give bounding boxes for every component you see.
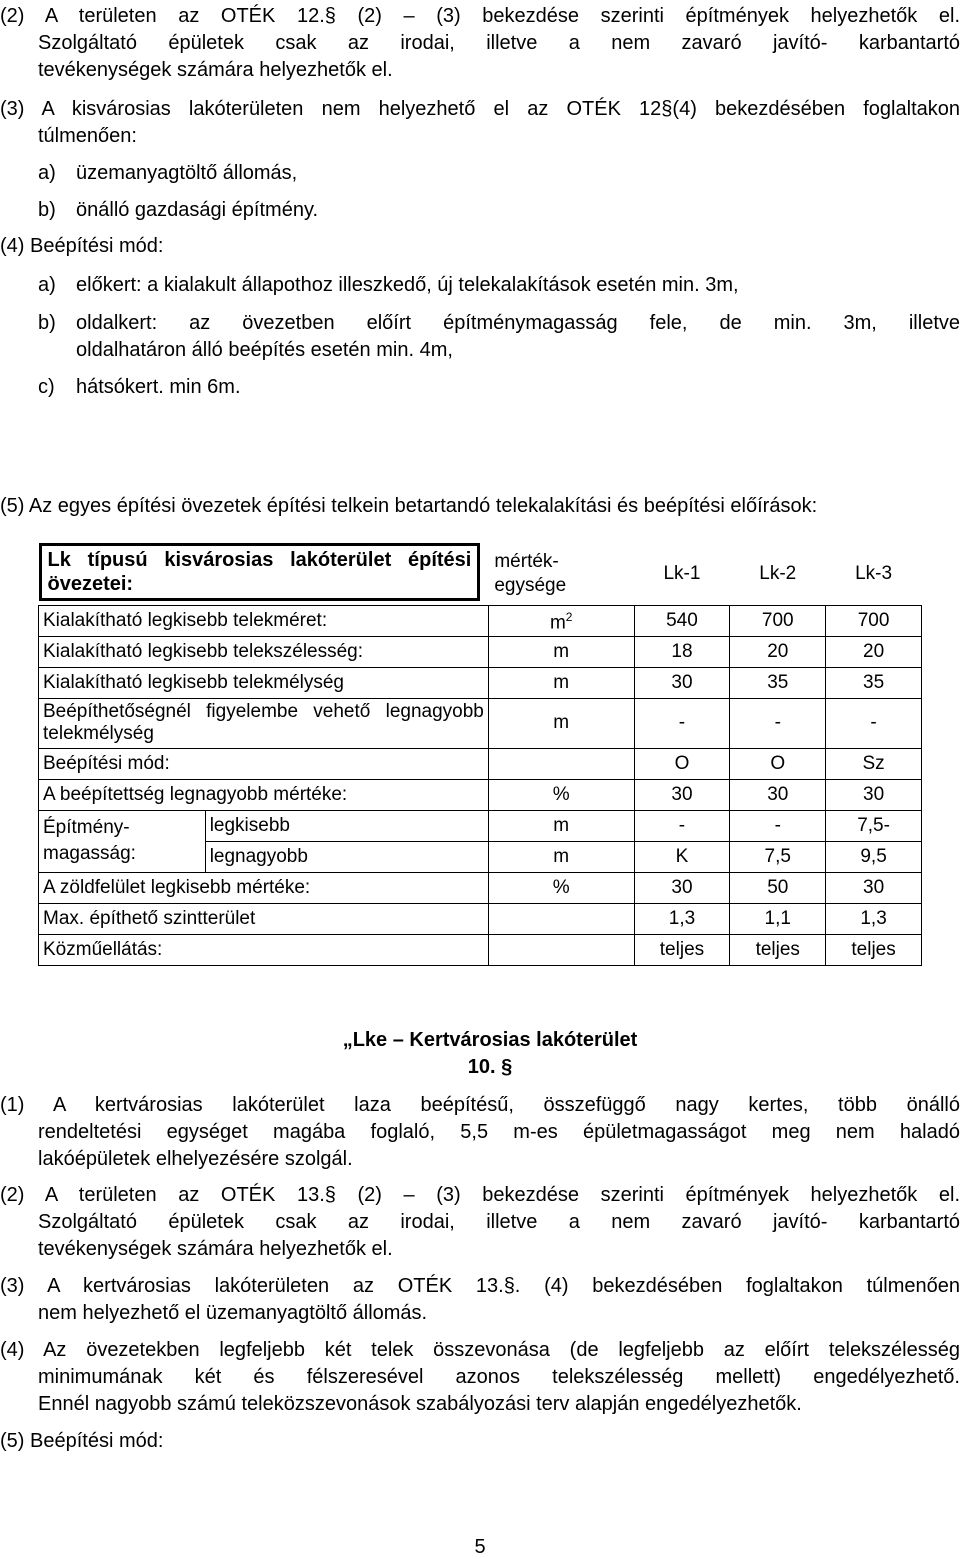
row-value: - (730, 810, 826, 841)
table-row (39, 605, 922, 636)
row-unit (488, 903, 634, 934)
row-label: Kialakítható legkisebb telekmélység (39, 667, 489, 698)
header-col-lk3: Lk-3 (855, 562, 893, 584)
row-value: teljes (826, 934, 922, 965)
row-value: Sz (826, 748, 922, 779)
para-3-line-1: (3) A kisvárosias lakóterületen nem helyezhető el az OTÉK 12§(4) bekezdésében foglaltakon (0, 98, 960, 120)
lke-heading: „Lke – Kertvárosias lakóterület (342, 1029, 638, 1051)
zoning-table (38, 543, 922, 966)
item-text: hátsókert. min 6m. (76, 376, 241, 398)
row-value: 30 (730, 779, 826, 810)
para-4-item-a (38, 273, 739, 297)
item-label: b) (38, 199, 56, 221)
row-value: O (730, 748, 826, 779)
header-col-lk2: Lk-2 (759, 562, 797, 584)
row-label: legkisebb (205, 810, 488, 841)
lke-para-4-line-1: (4) Az övezetekben legfeljebb két telek összevonása (de legfeljebb az előírt telekszélesség (0, 1339, 960, 1361)
row-value: O (634, 748, 730, 779)
row-unit: % (488, 872, 634, 903)
page-number: 5 (474, 1536, 486, 1558)
para-4-item-b-line-2: oldalhatáron álló beépítés esetén min. 4m, (76, 339, 453, 361)
lke-para-4-line-2: minimumának két és félszeresével azonos telekszélesség mellett) engedélyezhető. (38, 1366, 960, 1388)
item-text: előkert: a kialakult állapothoz illeszkedő, új telekalakítások esetén min. 3m, (76, 274, 739, 296)
row-value: teljes (634, 934, 730, 965)
table-row (39, 903, 922, 934)
row-value: 35 (826, 667, 922, 698)
row-value: 18 (634, 636, 730, 667)
table-row (39, 667, 922, 698)
row-value: - (826, 698, 922, 748)
header-title: Lk típusú kisvárosias lakóterület építési övezetei: (39, 543, 481, 601)
row-label: Kialakítható legkisebb telekméret: (39, 605, 489, 636)
row-value: 50 (730, 872, 826, 903)
para-2-line-1: (2) A területen az OTÉK 12.§ (2) – (3) bekezdése szerinti építmények helyezhetők el. (0, 5, 960, 27)
row-value: 30 (826, 872, 922, 903)
row-value: 1,3 (634, 903, 730, 934)
row-label: A zöldfelület legkisebb mértéke: (39, 872, 489, 903)
row-value: 30 (634, 779, 730, 810)
row-value: - (634, 698, 730, 748)
row-value: 30 (634, 667, 730, 698)
row-value: 700 (826, 605, 922, 636)
row-label: Közműellátás: (39, 934, 489, 965)
row-label: Beépíthetőségnél figyelembe vehető legnagyobb telekmélység (39, 698, 489, 748)
table-row (39, 872, 922, 903)
unit-text: m (549, 612, 566, 634)
row-value: 1,1 (730, 903, 826, 934)
para-2-line-2: Szolgáltató épületek csak az irodai, illetve a nem zavaró javító- karbantartó (38, 32, 960, 54)
para-3-item-a (38, 161, 297, 185)
row-value: 30 (826, 779, 922, 810)
lke-para-2-line-2: Szolgáltató épületek csak az irodai, illetve a nem zavaró javító- karbantartó (38, 1211, 960, 1233)
row-value: - (634, 810, 730, 841)
lke-para-2-line-1: (2) A területen az OTÉK 13.§ (2) – (3) bekezdése szerinti építmények helyezhetők el. (0, 1184, 960, 1206)
row-unit: m (488, 667, 634, 698)
item-label: a) (38, 274, 56, 296)
row-value: - (730, 698, 826, 748)
row-label: legnagyobb (205, 841, 488, 872)
para-3-line-2: túlmenően: (38, 125, 137, 147)
item-text: üzemanyagtöltő állomás, (76, 162, 298, 184)
row-unit: m (488, 636, 634, 667)
row-value: 20 (730, 636, 826, 667)
lke-section-number: 10. § (467, 1056, 513, 1078)
row-value: 7,5- (826, 810, 922, 841)
row-unit (488, 605, 634, 636)
row-value: 30 (634, 872, 730, 903)
table-header-row (39, 543, 922, 605)
para-5-heading: (5) Az egyes építési övezetek építési telkein betartandó telekalakítási és beépítési előírások: (0, 495, 818, 517)
row-unit: m (488, 698, 634, 748)
row-value: 35 (730, 667, 826, 698)
unit-sup: 2 (565, 610, 573, 625)
row-unit (488, 748, 634, 779)
row-value: 1,3 (826, 903, 922, 934)
lke-para-3-line-1: (3) A kertvárosias lakóterületen az OTÉK 13.§. (4) bekezdésében foglaltakon túlmenően (0, 1275, 960, 1297)
row-label: Beépítési mód: (39, 748, 489, 779)
header-title-cell (39, 543, 489, 605)
para-2-line-3: tevékenységek számára helyezhetők el. (38, 59, 393, 81)
row-value: teljes (730, 934, 826, 965)
row-label: Max. építhető szintterület (39, 903, 489, 934)
para-4-heading: (4) Beépítési mód: (0, 235, 164, 257)
row-unit: % (488, 779, 634, 810)
row-value: 700 (730, 605, 826, 636)
lke-para-3-line-2: nem helyezhető el üzemanyagtöltő állomás. (38, 1302, 428, 1324)
row-value: 540 (634, 605, 730, 636)
row-unit (488, 934, 634, 965)
row-label: Kialakítható legkisebb telekszélesség: (39, 636, 489, 667)
table-row (39, 698, 922, 748)
para-4-item-c (38, 375, 241, 399)
lke-para-1-line-3: lakóépületek elhelyezésére szolgál. (38, 1148, 353, 1170)
table-row (39, 748, 922, 779)
item-label: c) (38, 376, 55, 398)
row-unit: m (488, 841, 634, 872)
row-label: A beépítettség legnagyobb mértéke: (39, 779, 489, 810)
table-row (39, 934, 922, 965)
item-text: önálló gazdasági építmény. (76, 199, 319, 221)
height-label: Építmény-magasság: (39, 810, 206, 872)
table-row (39, 636, 922, 667)
table-row (39, 779, 922, 810)
row-unit: m (488, 810, 634, 841)
lke-para-4-line-3: Ennél nagyobb számú teleközszevonások szabályozási terv alapján engedélyezhetők. (38, 1393, 802, 1415)
row-value: K (634, 841, 730, 872)
row-value: 20 (826, 636, 922, 667)
para-3-item-b (38, 198, 318, 222)
table-row (39, 810, 922, 841)
lke-para-1-line-1: (1) A kertvárosias lakóterület laza beépítésű, összefüggő nagy kertes, több önálló (0, 1094, 960, 1116)
para-4-item-b-line-1: oldalkert: az övezetben előírt építménymagasság fele, de min. 3m, illetve (76, 312, 960, 334)
lke-para-2-line-3: tevékenységek számára helyezhetők el. (38, 1238, 393, 1260)
lke-para-1-line-2: rendeltetési egységet magába foglaló, 5,5 m-es épületmagasságot meg nem haladó (38, 1121, 960, 1143)
row-value: 9,5 (826, 841, 922, 872)
header-col-lk1: Lk-1 (663, 562, 701, 584)
item-label: a) (38, 162, 56, 184)
row-value: 7,5 (730, 841, 826, 872)
para-4-item-b-label: b) (38, 312, 56, 334)
lke-para-5-heading: (5) Beépítési mód: (0, 1430, 164, 1452)
header-unit: mérték-egysége (494, 550, 567, 596)
